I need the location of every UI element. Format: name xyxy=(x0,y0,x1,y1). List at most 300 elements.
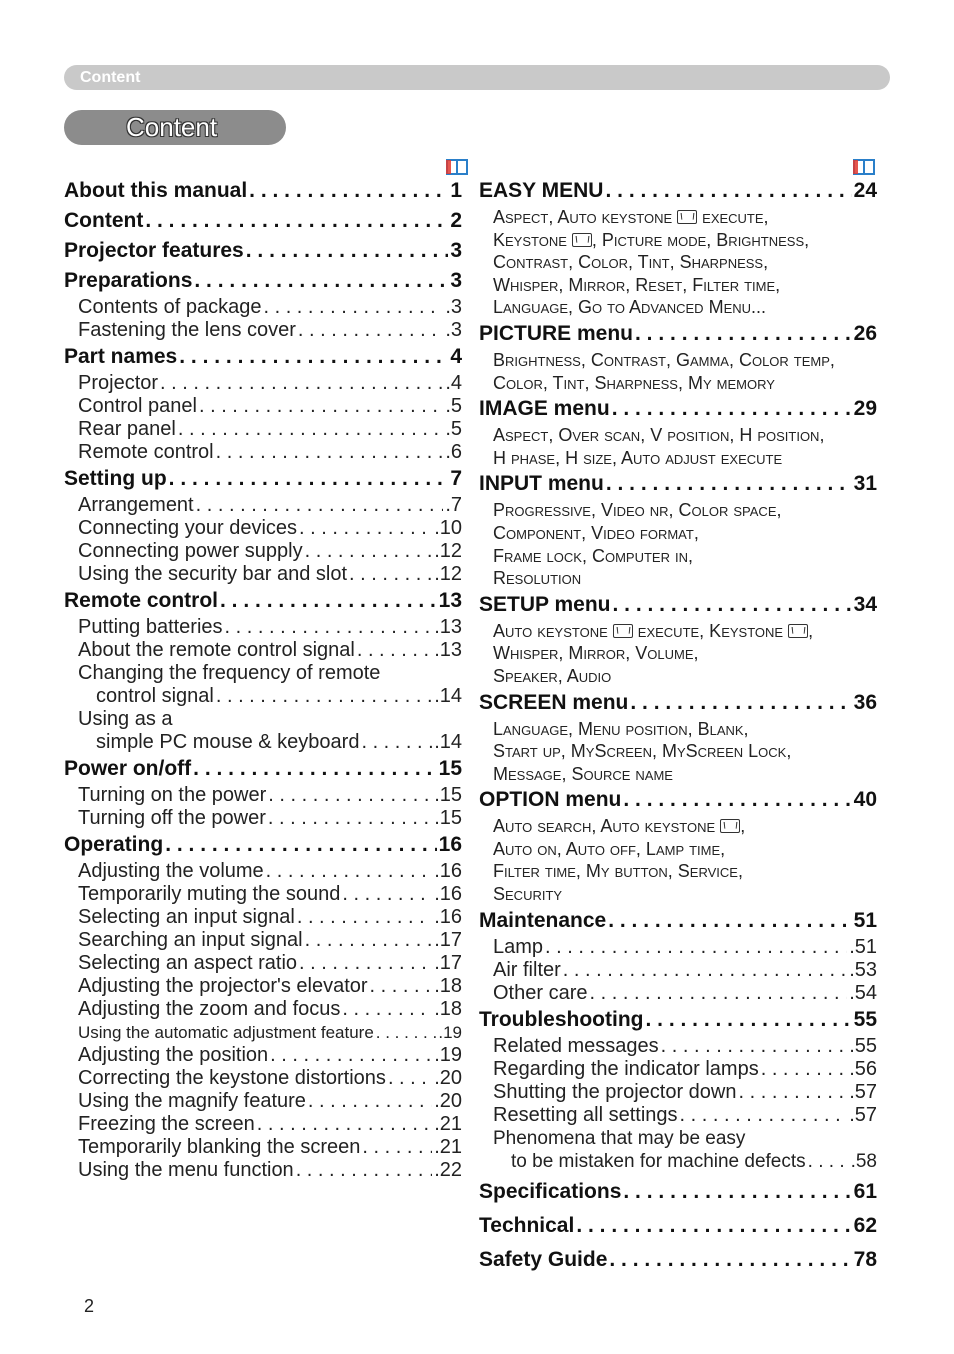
dot-leader xyxy=(199,395,443,418)
toc-subentry[interactable] xyxy=(493,959,877,982)
toc-subentry[interactable] xyxy=(78,975,462,998)
entry-page: 2 xyxy=(450,209,462,232)
toc-subentry[interactable] xyxy=(78,517,462,540)
entry-label: Power on/off xyxy=(64,757,192,780)
menu-item-line xyxy=(493,665,877,688)
toc-subentry[interactable] xyxy=(78,563,462,586)
entry-page: .53 xyxy=(849,958,877,981)
toc-subentry[interactable] xyxy=(78,883,462,906)
menu-item-line xyxy=(493,545,877,568)
entry-label: Remote control xyxy=(78,441,214,463)
dot-leader xyxy=(680,1104,848,1127)
dot-leader xyxy=(630,688,851,718)
toc-section[interactable] xyxy=(479,1245,877,1275)
entry-page: .57 xyxy=(849,1080,877,1103)
dot-leader xyxy=(612,394,852,424)
toc-section[interactable] xyxy=(64,206,462,236)
toc-subentry[interactable] xyxy=(78,952,462,975)
entry-label: Air filter xyxy=(493,958,561,981)
entry-page: .55 xyxy=(849,1034,877,1057)
dot-leader xyxy=(342,883,432,906)
entry-label: Other care xyxy=(493,981,588,1004)
toc-section[interactable] xyxy=(479,688,877,718)
entry-page: .10 xyxy=(434,517,462,539)
entry-label: Related messages xyxy=(493,1034,659,1057)
entry-page: .5 xyxy=(445,418,462,440)
entry-page: .57 xyxy=(849,1103,877,1126)
toc-subentry[interactable] xyxy=(78,906,462,929)
dot-leader xyxy=(268,807,432,830)
menu-item-list xyxy=(493,206,877,319)
entry-page: .12 xyxy=(434,563,462,585)
menu-item-line xyxy=(493,229,877,252)
entry-label: Selecting an input signal xyxy=(78,906,295,928)
toc-subentry[interactable] xyxy=(78,998,462,1021)
toc-subentry-continued[interactable] xyxy=(511,1150,877,1173)
entry-label: Regarding the indicator lamps xyxy=(493,1057,759,1080)
entry-page: .19 xyxy=(434,1044,462,1066)
dot-leader xyxy=(563,959,847,982)
book-icon xyxy=(445,158,469,176)
menu-item-line xyxy=(493,522,877,545)
menu-item-list xyxy=(493,424,877,469)
keystone-icon xyxy=(677,210,697,224)
dot-leader xyxy=(349,563,432,586)
entry-label: Arrangement xyxy=(78,494,194,516)
entry-page: .14 xyxy=(434,731,462,753)
entry-page: 3 xyxy=(450,269,462,292)
menu-item-line xyxy=(493,860,877,883)
menu-item-line xyxy=(493,424,877,447)
toc-subentry[interactable] xyxy=(493,1035,877,1058)
entry-label: Using the security bar and slot xyxy=(78,563,348,585)
dot-leader xyxy=(270,1044,432,1067)
dot-leader xyxy=(342,998,432,1021)
entry-label: Fastening the lens cover xyxy=(78,319,296,341)
entry-label: Turning off the power xyxy=(78,807,266,829)
entry-label: Using the magnify feature xyxy=(78,1090,306,1112)
dot-leader xyxy=(298,319,443,342)
toc-section[interactable] xyxy=(64,236,462,266)
dot-leader xyxy=(608,906,851,936)
toc-subentry[interactable] xyxy=(78,296,462,319)
header-section-label: Content xyxy=(80,69,141,86)
toc-subentry[interactable] xyxy=(78,1090,462,1113)
toc-subentry[interactable] xyxy=(78,616,462,639)
toc-subentry[interactable] xyxy=(493,1058,877,1081)
menu-item-text: Aspect, Over scan, V position, H position, xyxy=(493,425,825,446)
entry-label: Temporarily muting the sound xyxy=(78,883,341,905)
dot-leader xyxy=(388,1067,432,1090)
dot-leader xyxy=(761,1058,847,1081)
dot-leader xyxy=(179,342,448,372)
dot-leader xyxy=(308,1090,432,1113)
entry-label: Safety Guide xyxy=(479,1247,608,1271)
toc-subentry[interactable] xyxy=(78,418,462,441)
dot-leader xyxy=(169,464,449,494)
menu-item-text: Speaker, Audio xyxy=(493,665,612,686)
dot-leader xyxy=(160,372,443,395)
toc-subentry[interactable] xyxy=(78,1136,462,1159)
dot-leader xyxy=(178,418,443,441)
toc-section[interactable] xyxy=(479,906,877,936)
menu-item-line xyxy=(493,763,877,786)
entry-page: 15 xyxy=(438,757,462,780)
entry-page: 61 xyxy=(853,1179,877,1203)
dot-leader xyxy=(296,1159,433,1182)
menu-item-text: Frame lock, Computer in, xyxy=(493,545,693,566)
menu-item-text: Component, Video format, xyxy=(493,522,699,543)
entry-label: INPUT menu xyxy=(479,472,604,496)
toc-subentry[interactable] xyxy=(493,982,877,1005)
entry-label: Adjusting the volume xyxy=(78,860,264,882)
entry-label: Specifications xyxy=(479,1179,622,1203)
entry-page: .3 xyxy=(445,296,462,318)
entry-label: Adjusting the projector's elevator xyxy=(78,975,368,997)
toc-section[interactable] xyxy=(64,464,462,494)
entry-page: .56 xyxy=(849,1057,877,1080)
menu-item-text: H phase, H size, Auto adjust execute xyxy=(493,447,783,468)
entry-page: .15 xyxy=(434,784,462,806)
entry-label: Preparations xyxy=(64,269,193,292)
entry-page: .21 xyxy=(434,1113,462,1135)
menu-item-text: Language, Go to Advanced Menu... xyxy=(493,297,767,318)
dot-leader xyxy=(609,1245,851,1275)
toc-subentry[interactable] xyxy=(493,1081,877,1104)
menu-item-text: Color, Tint, Sharpness, My memory xyxy=(493,372,775,393)
entry-label: Connecting power supply xyxy=(78,540,303,562)
menu-item-line xyxy=(493,251,877,274)
keystone-icon xyxy=(788,624,808,638)
entry-page: 62 xyxy=(853,1213,877,1237)
entry-label: Resetting all settings xyxy=(493,1103,678,1126)
menu-item-line xyxy=(493,883,877,906)
dot-leader xyxy=(299,952,432,975)
entry-page: .18 xyxy=(434,975,462,997)
dot-leader xyxy=(246,236,449,266)
menu-item-line xyxy=(493,372,877,395)
entry-label: Rear panel xyxy=(78,418,176,440)
dot-leader xyxy=(194,266,448,296)
dot-leader xyxy=(220,586,437,616)
entry-label: Turning on the power xyxy=(78,784,267,806)
dot-leader xyxy=(165,830,436,860)
entry-label: Searching an input signal xyxy=(78,929,303,951)
dot-leader xyxy=(196,494,444,517)
menu-item-line xyxy=(493,718,877,741)
dot-leader xyxy=(216,441,444,464)
toc-section[interactable] xyxy=(64,586,462,616)
page-title: Content xyxy=(126,112,218,142)
dot-leader xyxy=(216,685,432,708)
entry-label: About this manual xyxy=(64,179,248,202)
dot-leader xyxy=(268,784,432,807)
toc-section[interactable] xyxy=(479,176,877,206)
entry-page: 13 xyxy=(438,589,462,612)
entry-page: 3 xyxy=(450,239,462,262)
toc-section[interactable] xyxy=(479,1211,877,1241)
entry-label: IMAGE menu xyxy=(479,397,610,421)
toc-subentry[interactable] xyxy=(78,1159,462,1182)
menu-item-text: Filter time, My button, Service, xyxy=(493,861,743,882)
toc-section[interactable] xyxy=(479,469,877,499)
toc-section[interactable] xyxy=(64,830,462,860)
menu-item-line xyxy=(493,838,877,861)
menu-item-text: Whisper, Mirror, Volume, xyxy=(493,643,699,664)
entry-page: .4 xyxy=(445,372,462,394)
entry-label: Setting up xyxy=(64,467,167,490)
entry-label: Adjusting the position xyxy=(78,1044,269,1066)
menu-item-text: Aspect, Auto keystone xyxy=(493,207,678,227)
entry-page: .58 xyxy=(850,1150,877,1172)
entry-label: Temporarily blanking the screen xyxy=(78,1136,361,1158)
dot-leader xyxy=(635,319,852,349)
menu-item-text: , Picture mode, Brightness, xyxy=(591,229,810,250)
toc-subentry-text[interactable]: Using as a xyxy=(78,708,173,730)
entry-page: .17 xyxy=(434,929,462,951)
entry-page: .13 xyxy=(434,639,462,661)
toc-section[interactable] xyxy=(64,176,462,206)
menu-item-text: execute, xyxy=(697,207,769,227)
dot-leader xyxy=(193,754,436,784)
dot-leader xyxy=(370,975,433,998)
menu-item-list xyxy=(493,718,877,786)
menu-item-text: Whisper, Mirror, Reset, Filter time, xyxy=(493,274,781,295)
entry-page: 1 xyxy=(450,179,462,202)
toc-subentry[interactable] xyxy=(78,372,462,395)
toc-subentry-text[interactable]: Phenomena that may be easy xyxy=(493,1127,746,1149)
toc-subentry[interactable] xyxy=(78,441,462,464)
menu-item-text: Auto on, Auto off, Lamp time, xyxy=(493,838,726,859)
entry-page: 16 xyxy=(438,833,462,856)
menu-item-text: Message, Source name xyxy=(493,763,673,784)
dot-leader xyxy=(145,206,448,236)
entry-label: Freezing the screen xyxy=(78,1113,255,1135)
menu-item-line xyxy=(493,567,877,590)
menu-item-text: , xyxy=(808,620,814,641)
keystone-icon xyxy=(720,819,740,833)
toc-section[interactable] xyxy=(64,266,462,296)
dot-leader xyxy=(357,639,432,662)
header-bar xyxy=(64,65,890,90)
entry-label: Control panel xyxy=(78,395,197,417)
entry-page: .3 xyxy=(445,319,462,341)
menu-item-line xyxy=(493,447,877,470)
dot-leader xyxy=(305,929,433,952)
entry-label: Selecting an aspect ratio xyxy=(78,952,298,974)
entry-page: .20 xyxy=(434,1090,462,1112)
toc-subentry-continued[interactable] xyxy=(96,731,462,754)
entry-page: 51 xyxy=(853,908,877,932)
dot-leader xyxy=(297,906,432,929)
toc-subentry[interactable] xyxy=(78,1044,462,1067)
entry-label: Technical xyxy=(479,1213,575,1237)
toc-section[interactable] xyxy=(479,319,877,349)
entry-page: 29 xyxy=(853,397,877,421)
menu-item-text: Brightness, Contrast, Gamma, Color temp, xyxy=(493,349,835,370)
entry-label: Correcting the keystone distortions xyxy=(78,1067,386,1089)
toc-subentry[interactable] xyxy=(78,807,462,830)
menu-item-text: execute, Keystone xyxy=(632,620,789,641)
menu-item-line xyxy=(493,349,877,372)
entry-page: .6 xyxy=(445,441,462,463)
entry-page: .19 xyxy=(438,1023,462,1042)
entry-page: .5 xyxy=(445,395,462,417)
entry-label: Projector features xyxy=(64,239,244,262)
dot-leader xyxy=(623,785,851,815)
entry-label: OPTION menu xyxy=(479,788,622,812)
entry-label: control signal xyxy=(96,685,214,707)
toc-subentry[interactable] xyxy=(78,540,462,563)
entry-page: 4 xyxy=(450,345,462,368)
toc-subentry[interactable] xyxy=(78,639,462,662)
entry-label: Maintenance xyxy=(479,908,607,932)
menu-item-text: Resolution xyxy=(493,568,582,589)
dot-leader xyxy=(606,469,852,499)
entry-label: Lamp xyxy=(493,935,544,958)
dot-leader xyxy=(257,1113,432,1136)
menu-item-text: Progressive, Video nr, Color space, xyxy=(493,500,782,521)
dot-leader xyxy=(739,1081,848,1104)
entry-page: .51 xyxy=(849,935,877,958)
entry-page: .14 xyxy=(434,685,462,707)
menu-item-list xyxy=(493,815,877,905)
menu-item-list xyxy=(493,499,877,589)
dot-leader xyxy=(376,1021,437,1044)
entry-label: Adjusting the zoom and focus xyxy=(78,998,341,1020)
entry-page: .18 xyxy=(434,998,462,1020)
menu-item-line xyxy=(493,296,877,319)
menu-item-text: Start up, MyScreen, MyScreen Lock, xyxy=(493,741,792,762)
toc-subentry[interactable] xyxy=(78,1067,462,1090)
menu-item-line xyxy=(493,740,877,763)
entry-page: 34 xyxy=(853,592,877,616)
entry-page: .7 xyxy=(445,494,462,516)
menu-item-line xyxy=(493,274,877,297)
toc-subentry[interactable] xyxy=(78,319,462,342)
entry-label: EASY MENU xyxy=(479,179,604,202)
entry-label: Connecting your devices xyxy=(78,517,298,539)
toc-subentry[interactable] xyxy=(493,1104,877,1127)
dot-leader xyxy=(362,1136,432,1159)
entry-label: Using the automatic adjustment feature xyxy=(78,1023,374,1042)
dot-leader xyxy=(645,1005,851,1035)
entry-page: .16 xyxy=(434,860,462,882)
entry-page: 26 xyxy=(853,321,877,345)
entry-page: 24 xyxy=(853,179,877,202)
entry-page: .20 xyxy=(434,1067,462,1089)
toc-section[interactable] xyxy=(479,1177,877,1207)
entry-label: About the remote control signal xyxy=(78,639,355,661)
dot-leader xyxy=(266,860,433,883)
dot-leader xyxy=(545,936,847,959)
menu-item-line xyxy=(493,620,877,643)
toc-right-column xyxy=(479,176,877,1275)
toc-subentry[interactable] xyxy=(78,784,462,807)
dot-leader xyxy=(808,1150,849,1173)
page-title-pill xyxy=(64,110,286,145)
dot-leader xyxy=(576,1211,851,1241)
entry-label: Operating xyxy=(64,833,164,856)
entry-label: Troubleshooting xyxy=(479,1007,644,1031)
entry-label: Using the menu function xyxy=(78,1159,294,1181)
toc-subentry[interactable] xyxy=(78,494,462,517)
toc-subentry-continued[interactable] xyxy=(96,685,462,708)
menu-item-text: Security xyxy=(493,884,563,905)
page-number: 2 xyxy=(84,1296,95,1316)
toc-section[interactable] xyxy=(479,394,877,424)
dot-leader xyxy=(589,982,847,1005)
entry-label: Shutting the projector down xyxy=(493,1080,737,1103)
entry-label: Remote control xyxy=(64,589,219,612)
toc-subentry-text[interactable]: Changing the frequency of remote xyxy=(78,662,381,684)
dot-leader xyxy=(612,590,851,620)
book-icon xyxy=(852,158,876,176)
menu-item-list xyxy=(493,620,877,688)
keystone-icon xyxy=(572,233,592,247)
toc-subentry[interactable] xyxy=(78,1021,462,1044)
menu-item-text: Language, Menu position, Blank, xyxy=(493,718,749,739)
entry-label: SETUP menu xyxy=(479,592,611,616)
entry-label: Content xyxy=(64,209,144,232)
toc-left-column xyxy=(64,176,462,1182)
entry-label: Part names xyxy=(64,345,178,368)
menu-item-text: Auto search, Auto keystone xyxy=(493,816,721,837)
menu-item-text: Contrast, Color, Tint, Sharpness, xyxy=(493,252,769,273)
menu-item-text: Auto keystone xyxy=(493,620,613,641)
toc-subentry[interactable] xyxy=(78,860,462,883)
menu-item-line xyxy=(493,499,877,522)
dot-leader xyxy=(623,1177,851,1207)
entry-page: .21 xyxy=(434,1136,462,1158)
toc-subentry[interactable] xyxy=(78,1113,462,1136)
entry-label: to be mistaken for machine defects xyxy=(511,1150,806,1172)
entry-label: Projector xyxy=(78,372,159,394)
toc-section[interactable] xyxy=(479,785,877,815)
entry-page: .16 xyxy=(434,883,462,905)
menu-item-text: , xyxy=(740,816,746,837)
dot-leader xyxy=(225,616,433,639)
dot-leader xyxy=(263,296,443,319)
entry-page: .13 xyxy=(434,616,462,638)
entry-label: Putting batteries xyxy=(78,616,223,638)
dot-leader xyxy=(305,540,433,563)
entry-label: PICTURE menu xyxy=(479,321,634,345)
entry-label: simple PC mouse & keyboard xyxy=(96,731,360,753)
entry-page: .15 xyxy=(434,807,462,829)
entry-page: .12 xyxy=(434,540,462,562)
entry-label: SCREEN menu xyxy=(479,690,629,714)
entry-page: .54 xyxy=(849,981,877,1004)
entry-page: .22 xyxy=(434,1159,462,1181)
toc-section[interactable] xyxy=(64,754,462,784)
toc-section[interactable] xyxy=(479,1005,877,1035)
toc-subentry[interactable] xyxy=(78,395,462,418)
keystone-icon xyxy=(613,624,633,638)
toc-subentry[interactable] xyxy=(78,929,462,952)
entry-page: 31 xyxy=(853,472,877,496)
entry-page: 78 xyxy=(853,1247,877,1271)
entry-label: Contents of package xyxy=(78,296,262,318)
toc-section[interactable] xyxy=(479,590,877,620)
entry-page: .17 xyxy=(434,952,462,974)
menu-item-list xyxy=(493,349,877,394)
entry-page: 40 xyxy=(853,788,877,812)
toc-section[interactable] xyxy=(64,342,462,372)
toc-subentry[interactable] xyxy=(493,936,877,959)
entry-page: 7 xyxy=(450,467,462,490)
dot-leader xyxy=(361,731,432,754)
